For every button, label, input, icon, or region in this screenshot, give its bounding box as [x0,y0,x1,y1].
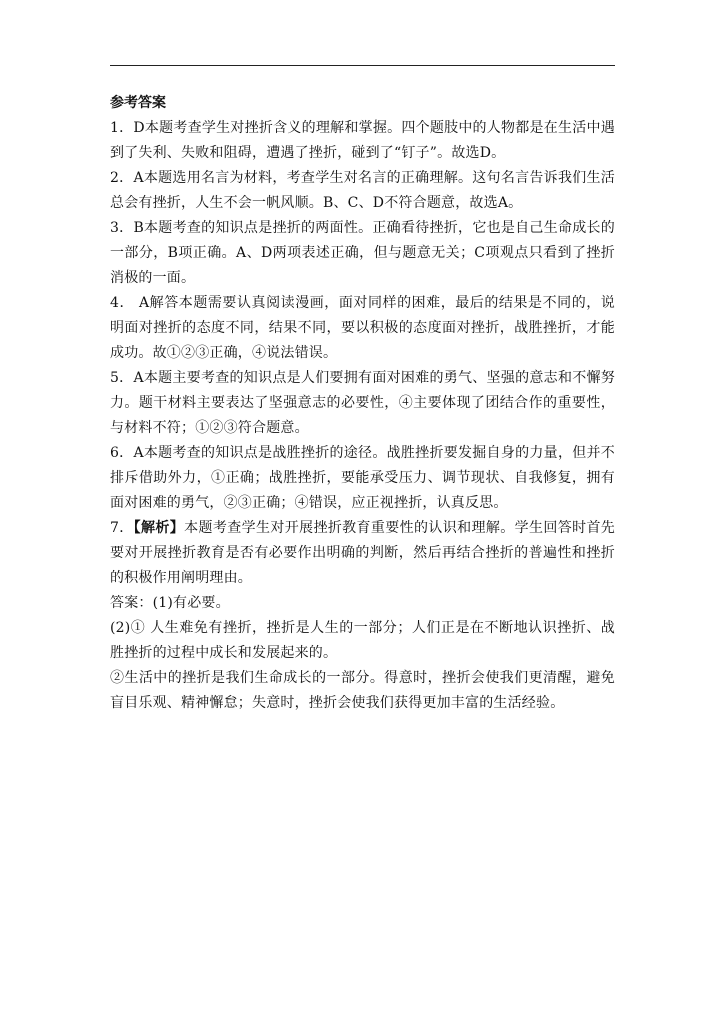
answer-1: 1．D本题考查学生对挫折含义的理解和掌握。四个题肢中的人物都是在生活中遇到了失利、失败和阻碍，遭遇了挫折，碰到了“钉子”。故选D。 [110,120,615,161]
header-rule [110,65,615,66]
answer-section [110,92,615,716]
analysis-tag: 【解析】 [133,520,185,536]
answer-7-analysis: 本题考查学生对开展挫折教育重要性的认识和理解。学生回答时首先要对开展挫折教育是否有必要作出明确的判断，然后再结合挫折的普遍性和挫折的积极作用阐明理由。 [110,520,616,586]
answer-2: 2．A本题选用名言为材料，考查学生对名言的正确理解。这句名言告诉我们生活总会有挫折，人生不会一帆风顺。B、C、D不符合题意，故选A。 [110,170,615,211]
answer-4: 4． A解答本题需要认真阅读漫画，面对同样的困难，最后的结果是不同的，说明面对挫折的态度不同，结果不同，要以积极的态度面对挫折，战胜挫折，才能成功。故①②③正确，④说法错误。 [110,295,615,361]
answer-7-number: 7． [110,520,134,536]
answer-5: 5．A本题主要考查的知识点是人们要拥有面对困难的勇气、坚强的意志和不懈努力。题干材料主要表达了坚强意志的必要性，④主要体现了团结合作的重要性，与材料不符；①②③符合题意。 [110,370,615,436]
section-title: 参考答案 [110,95,166,111]
answer-7-point-1: (2)① 人生难免有挫折，挫折是人生的一部分；人们正是在不断地认识挫折、战胜挫折的过程中成长和发展起来的。 [110,620,615,661]
answer-7 [110,516,615,591]
answer-7-point-2: ②生活中的挫折是我们生命成长的一部分。得意时，挫折会使我们更清醒，避免盲目乐观、精神懈怠；失意时，挫折会使我们获得更加丰富的生活经验。 [110,670,615,711]
answer-3: 3．B本题考查的知识点是挫折的两面性。正确看待挫折，它也是自己生命成长的一部分，B项正确。A、D两项表述正确，但与题意无关；C项观点只看到了挫折消极的一面。 [110,220,615,286]
answer-7-answer-line: 答案：(1)有必要。 [110,595,230,611]
answer-6: 6．A本题考查的知识点是战胜挫折的途径。战胜挫折要发掘自身的力量，但并不排斥借助外力，①正确；战胜挫折，要能承受压力、调节现状、自我修复，拥有面对困难的勇气，②③正确；④错误，应正视挫折，认真反思。 [110,445,615,511]
